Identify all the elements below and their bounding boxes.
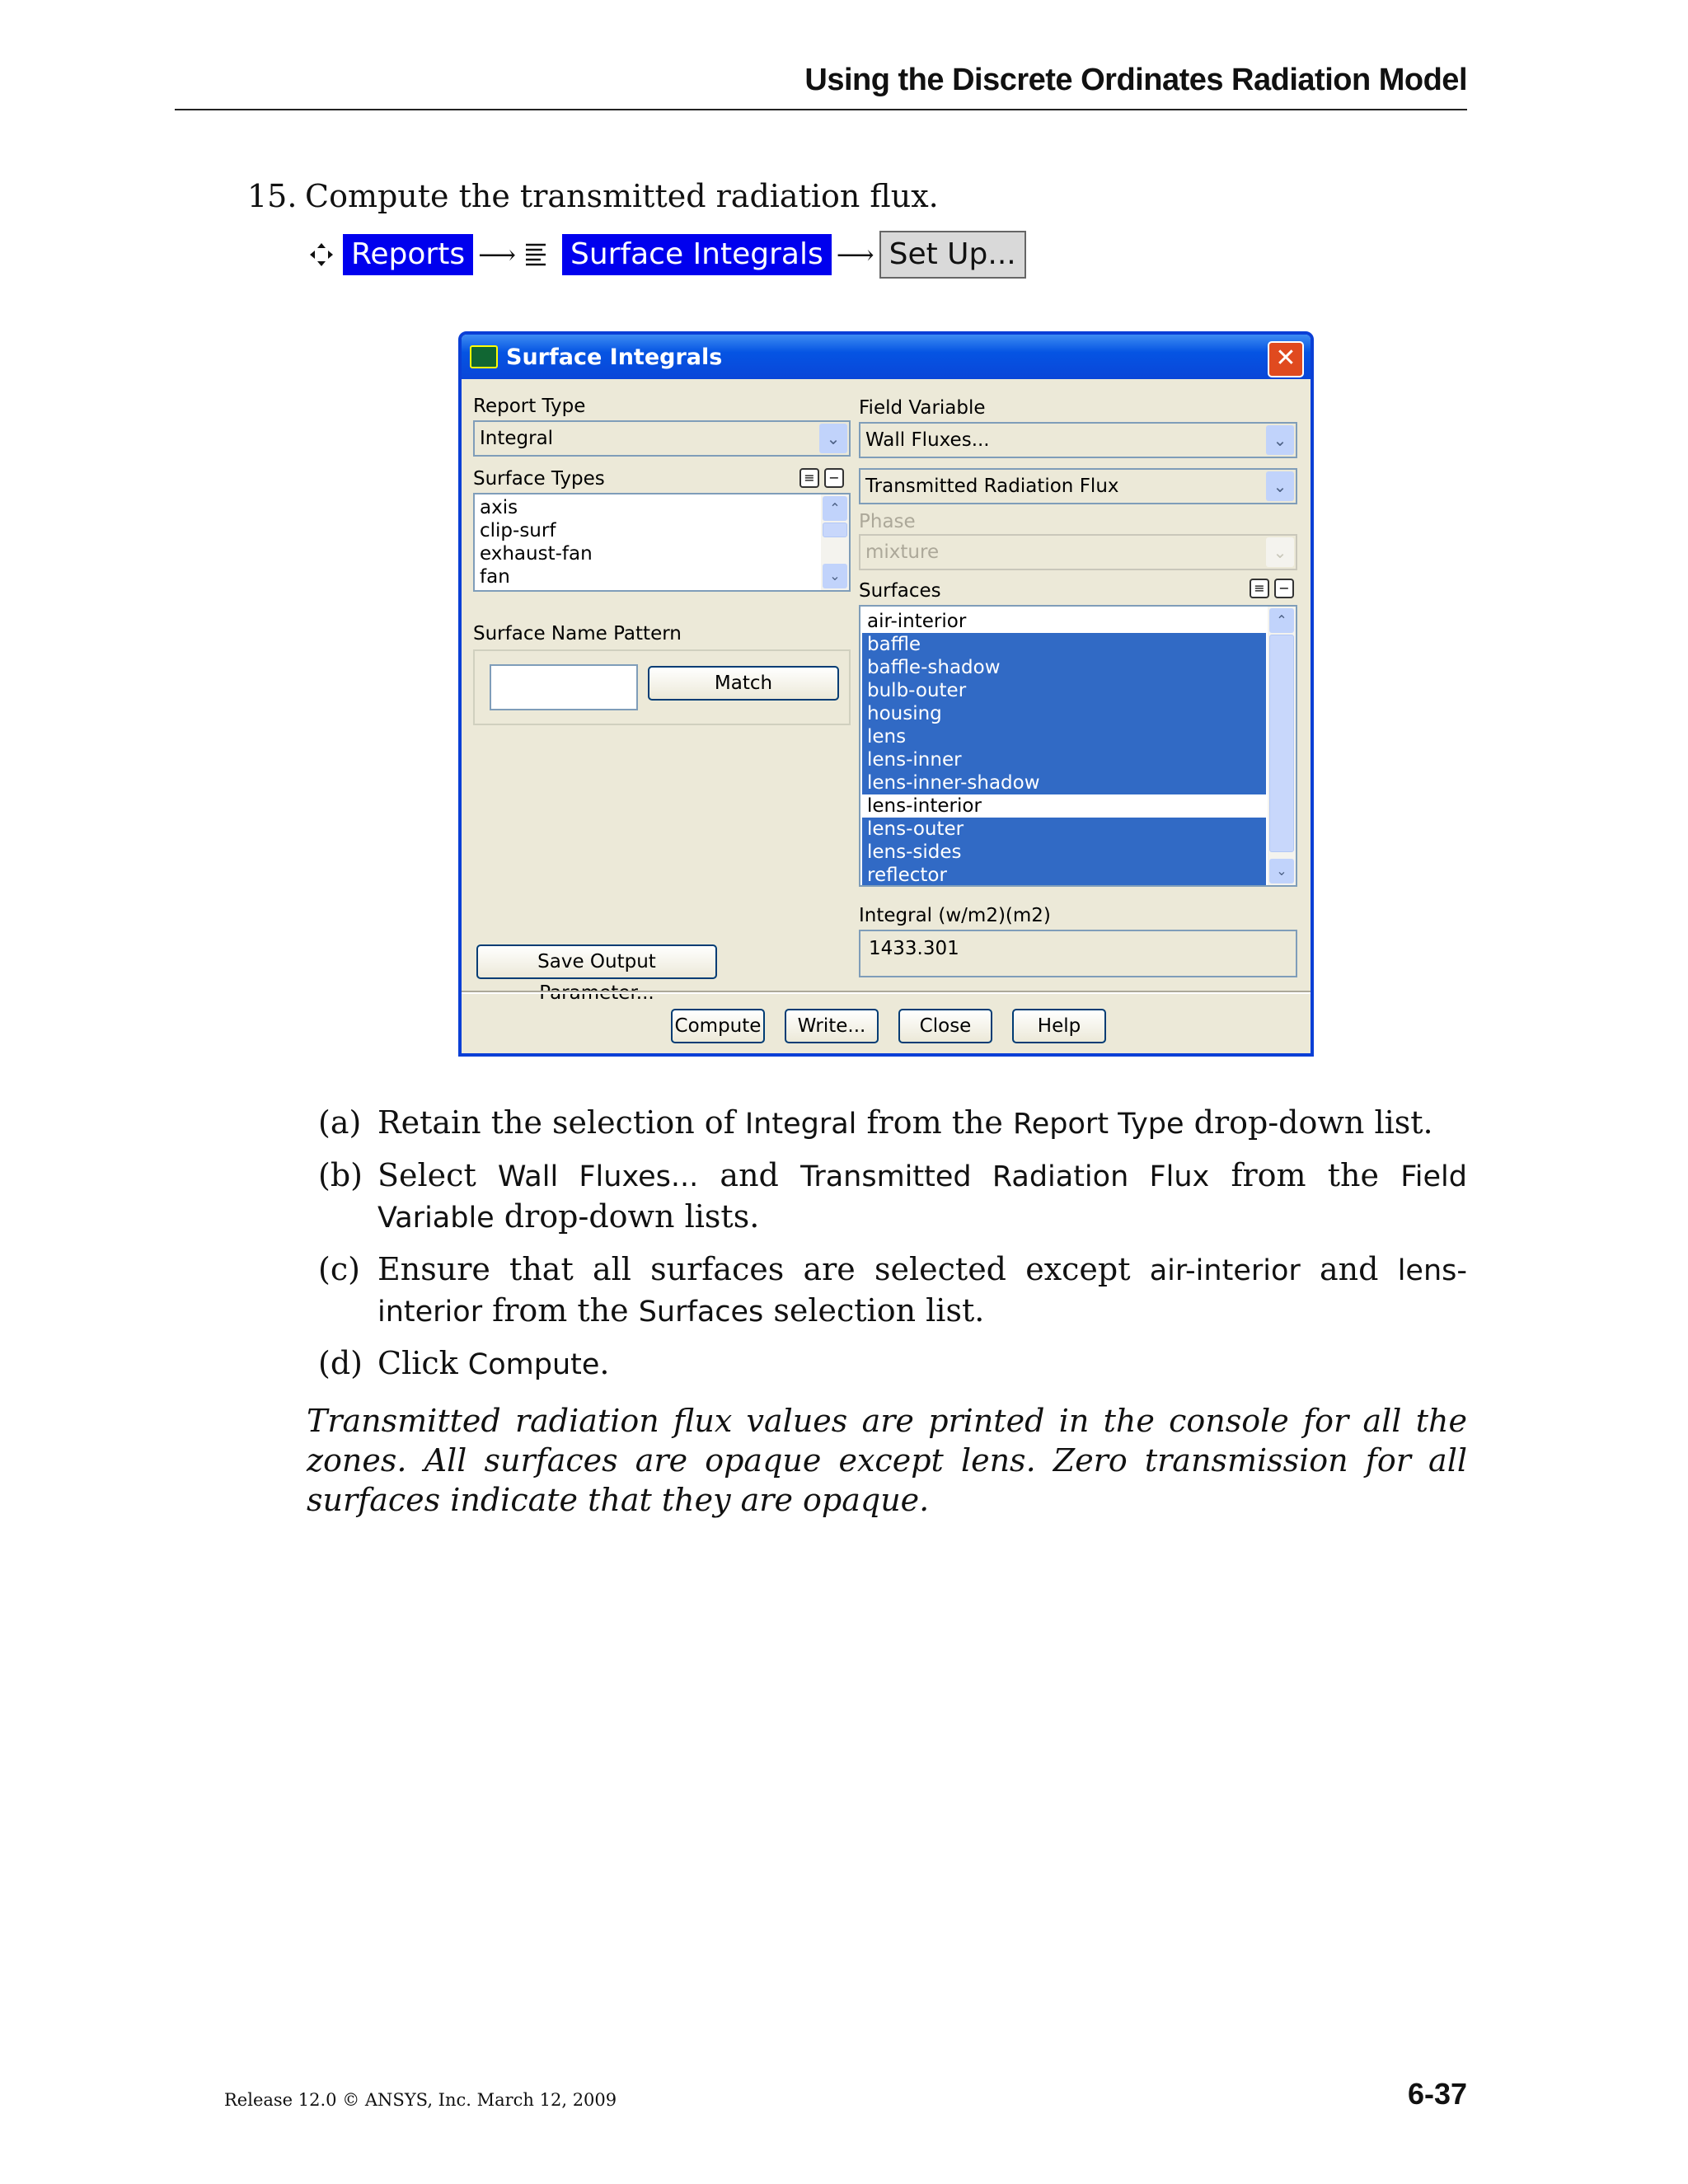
close-icon[interactable]: ✕ (1268, 341, 1304, 377)
surface-item[interactable]: baffle (862, 633, 1266, 656)
text: Retain the selection of (377, 1104, 745, 1141)
surface-types-scrollbar[interactable] (821, 494, 849, 590)
ui-term: Compute (467, 1348, 600, 1381)
scroll-up-icon[interactable]: ⌃ (823, 496, 847, 521)
surfaces-list[interactable] (859, 605, 1297, 887)
step-15 (247, 178, 939, 214)
surface-item[interactable]: lens-interior (867, 795, 982, 817)
field-variable-sub-value: Transmitted Radiation Flux (865, 476, 1119, 497)
path-arrow: ⟶ (836, 239, 874, 270)
integral-label: Integral (w/m2)(m2) (859, 905, 1051, 926)
path-arrow: ⟶ (478, 239, 516, 270)
text: Select (377, 1157, 498, 1193)
save-output-parameter-button[interactable]: Save Output (476, 944, 717, 979)
text: and (698, 1157, 801, 1193)
substep-d (318, 1343, 1467, 1385)
report-type-label: Report Type (473, 396, 586, 417)
surface-name-pattern-label: Surface Name Pattern (473, 623, 682, 644)
menu-reports[interactable]: Reports (343, 234, 473, 275)
text: and (1300, 1251, 1398, 1287)
text: selection list. (763, 1292, 985, 1329)
surfaces-scrollbar[interactable] (1268, 607, 1296, 885)
deselect-all-icon[interactable]: − (824, 468, 844, 488)
surface-item[interactable]: housing (862, 702, 1266, 725)
report-type-value: Integral (480, 428, 554, 449)
phase-value: mixture (865, 541, 940, 563)
menu-path (307, 231, 1026, 279)
select-all-icon[interactable]: ≡ (799, 468, 819, 488)
ui-term: Wall Fluxes... (497, 1160, 699, 1193)
match-button[interactable]: Match (648, 666, 839, 701)
chevron-down-icon: ⌄ (1266, 537, 1294, 567)
surface-item[interactable]: lens (862, 725, 1266, 748)
surface-item[interactable]: baffle-shadow (862, 656, 1266, 679)
scroll-down-icon[interactable]: ⌄ (823, 564, 847, 588)
text: drop-down list. (1184, 1104, 1433, 1141)
list-item[interactable]: axis (480, 497, 518, 518)
surface-item[interactable]: air-interior (867, 611, 967, 632)
substep-letter: (b) (318, 1157, 363, 1193)
list-lines-icon (521, 240, 551, 269)
ui-term: lens-interior (377, 1254, 1467, 1329)
ui-term: Integral (744, 1108, 857, 1141)
scroll-down-icon[interactable]: ⌄ (1269, 859, 1294, 883)
phase-label: Phase (859, 511, 916, 532)
scroll-up-icon[interactable]: ⌃ (1269, 608, 1294, 633)
surface-integrals-dialog (458, 331, 1314, 1057)
integral-value: 1433.301 (859, 930, 1297, 977)
ui-term: Report Type (1013, 1108, 1184, 1141)
select-all-icon[interactable]: ≡ (1250, 579, 1269, 598)
substep-b (318, 1155, 1467, 1238)
surface-item[interactable]: lens-outer (862, 818, 1266, 841)
text: Ensure that all surfaces are selected except (377, 1251, 1150, 1287)
chevron-down-icon[interactable]: ⌄ (1266, 425, 1294, 455)
substep-letter: (c) (318, 1251, 360, 1287)
setup-button[interactable]: Set Up... (879, 231, 1026, 279)
substep-c (318, 1249, 1467, 1332)
list-item[interactable]: exhaust-fan (480, 543, 593, 565)
field-variable-label: Field Variable (859, 397, 986, 419)
app-icon (470, 345, 498, 368)
text: Click (377, 1345, 468, 1381)
move-arrows-icon (307, 240, 336, 269)
report-type-dropdown[interactable] (473, 420, 851, 457)
list-item[interactable]: clip-surf (480, 520, 556, 541)
dialog-title: Surface Integrals (506, 344, 723, 370)
phase-dropdown (859, 534, 1297, 570)
ui-term: Surfaces (638, 1296, 764, 1329)
scroll-thumb[interactable] (823, 523, 847, 537)
chevron-down-icon[interactable]: ⌄ (819, 424, 847, 453)
step-text: Compute the transmitted radiation flux. (305, 178, 939, 214)
close-button[interactable]: Close (898, 1009, 992, 1043)
text: . (599, 1345, 610, 1381)
list-item[interactable]: fan (480, 566, 510, 588)
substep-letter: (a) (318, 1104, 362, 1141)
surface-types-list[interactable] (473, 493, 851, 592)
menu-surface-integrals[interactable]: Surface Integrals (562, 234, 832, 275)
ui-term: Field Variable (377, 1160, 1467, 1235)
surface-item[interactable]: bulb-outer (862, 679, 1266, 702)
page-number: 6-37 (1407, 2077, 1467, 2111)
footer-release: Release 12.0 © ANSYS, Inc. March 12, 2009 (224, 2090, 617, 2110)
scroll-thumb[interactable] (1269, 635, 1294, 852)
substep-a (318, 1103, 1467, 1144)
help-button[interactable]: Help (1012, 1009, 1106, 1043)
write-button[interactable]: Write... (785, 1009, 879, 1043)
note-paragraph: Transmitted radiation flux values are printed in the console for all the zones. All surfaces are opaque except lens. Zero transmission for all surfaces indicate that they are opaque. (307, 1403, 1467, 1518)
header-rule (175, 109, 1467, 110)
separator (462, 991, 1311, 994)
surface-types-label: Surface Types (473, 468, 605, 490)
field-variable-sub-dropdown[interactable] (859, 468, 1297, 504)
surface-item[interactable]: lens-sides (862, 841, 1266, 864)
surface-item[interactable]: lens-inner (862, 748, 1266, 771)
ui-term: air-interior (1149, 1254, 1301, 1287)
surface-name-pattern-input[interactable] (490, 664, 638, 710)
chevron-down-icon[interactable]: ⌄ (1266, 471, 1294, 501)
text: from the (482, 1292, 639, 1329)
dialog-titlebar (462, 335, 1311, 379)
text: from the (856, 1104, 1014, 1141)
surfaces-label: Surfaces (859, 580, 941, 602)
substep-letter: (d) (318, 1345, 363, 1381)
field-variable-value: Wall Fluxes... (865, 429, 990, 451)
page-header-title: Using the Discrete Ordinates Radiation Model (804, 63, 1467, 97)
field-variable-dropdown[interactable] (859, 422, 1297, 458)
ui-term: Transmitted Radiation Flux (800, 1160, 1210, 1193)
compute-button[interactable]: Compute (671, 1009, 765, 1043)
text: from the (1209, 1157, 1401, 1193)
surface-item[interactable]: lens-inner-shadow (862, 771, 1266, 794)
step-number: 15. (247, 178, 298, 214)
deselect-all-icon[interactable]: − (1274, 579, 1294, 598)
text: drop-down lists. (494, 1198, 760, 1235)
surface-item[interactable]: reflector (862, 864, 1266, 887)
